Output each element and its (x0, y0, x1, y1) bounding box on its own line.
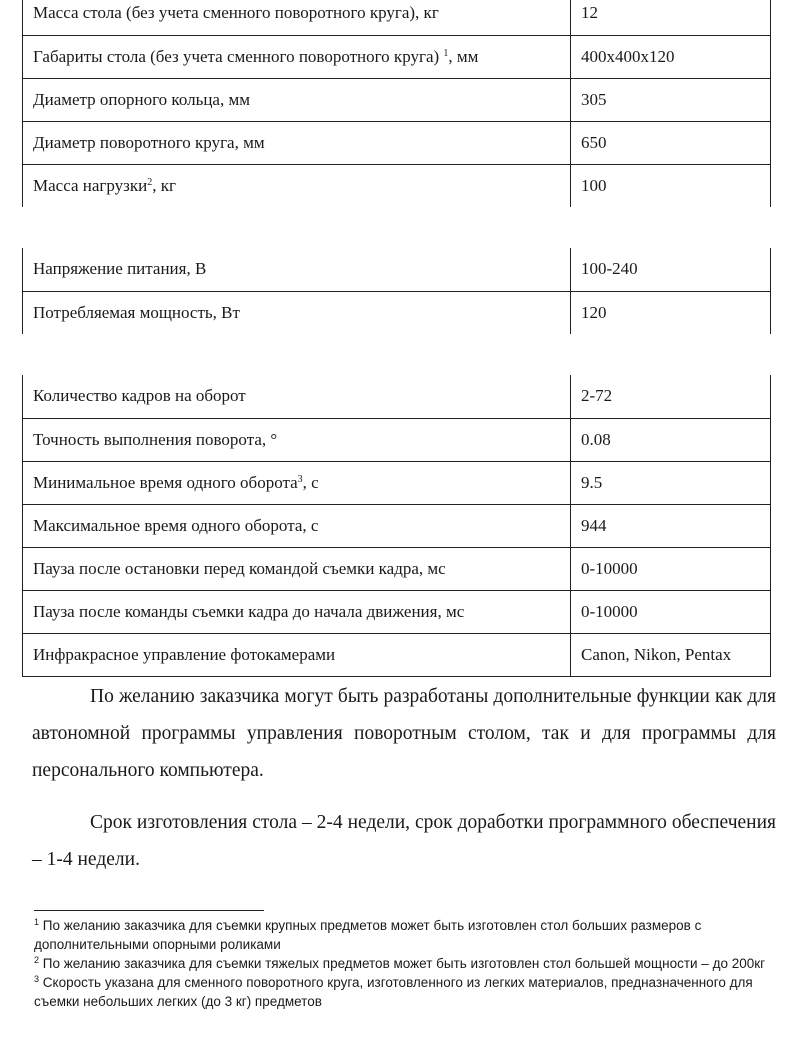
table-row (23, 547, 771, 590)
footnote-ref: 1 (443, 47, 449, 59)
spec-value: 12 (571, 0, 771, 35)
specs-table-control (22, 375, 771, 677)
spec-label: Напряжение питания, В (23, 248, 571, 291)
spec-value: 305 (571, 78, 771, 121)
spec-value: 0-10000 (571, 590, 771, 633)
spec-label: Пауза после остановки перед командой съемки кадра, мс (23, 547, 571, 590)
footnote-number: 2 (34, 955, 40, 965)
spec-label: Максимальное время одного оборота, с (23, 504, 571, 547)
body-paragraph: По желанию заказчика могут быть разработаны дополнительные функции как для автономной программы управления поворотным столом, так и для программы для персонального компьютера. (32, 686, 776, 781)
footnote-ref: 2 (147, 176, 153, 188)
spec-label: Минимальное время одного оборота$^3$, с (23, 461, 571, 504)
footnote-separator (34, 910, 264, 911)
table-row (23, 504, 771, 547)
specs-table-power (22, 248, 771, 334)
spec-value: 944 (571, 504, 771, 547)
body-paragraph: Срок изготовления стола – 2-4 недели, срок доработки программного обеспечения – 1-4 недели. (32, 812, 776, 870)
spec-value: 0.08 (571, 418, 771, 461)
spec-label: Диаметр опорного кольца, мм (23, 78, 571, 121)
footnote-ref: 3 (297, 473, 303, 485)
table-row (23, 248, 771, 291)
footnote: $^3$ Скорость указана для сменного поворотного круга, изготовленного из легких материалов, предназначенного для съемки небольших легких (до 3 кг) предметов (34, 974, 753, 1009)
footnotes (34, 916, 774, 1011)
footnote-number: 3 (34, 974, 40, 984)
table-row (23, 461, 771, 504)
spec-value: Canon, Nikon, Pentax (571, 633, 771, 676)
table-row (23, 164, 771, 207)
spec-value: 0-10000 (571, 547, 771, 590)
specs-table-dimensions (22, 0, 771, 207)
spec-label: Инфракрасное управление фотокамерами (23, 633, 571, 676)
footnote-number: 1 (34, 917, 40, 927)
footnote: $^2$ По желанию заказчика для съемки тяжелых предметов может быть изготовлен стол большей мощности – до 200кг (34, 955, 766, 971)
table-row (23, 633, 771, 676)
table-row (23, 375, 771, 418)
table-row (23, 78, 771, 121)
spec-label: Пауза после команды съемки кадра до начала движения, мс (23, 590, 571, 633)
spec-value: 2-72 (571, 375, 771, 418)
spec-value: 9.5 (571, 461, 771, 504)
spec-value: 100 (571, 164, 771, 207)
footnote: $^1$ По желанию заказчика для съемки крупных предметов может быть изготовлен стол больших размеров с дополнительными опорными роликами (34, 917, 702, 952)
spec-value: 400x400x120 (571, 35, 771, 78)
spec-label: Потребляемая мощность, Вт (23, 291, 571, 334)
table-row (23, 35, 771, 78)
spec-label: Точность выполнения поворота, ° (23, 418, 571, 461)
spec-value: 120 (571, 291, 771, 334)
table-row (23, 0, 771, 35)
table-row (23, 291, 771, 334)
spec-label: Габариты стола (без учета сменного поворотного круга) $^1$, мм (23, 35, 571, 78)
table-row (23, 121, 771, 164)
spec-label: Масса стола (без учета сменного поворотного круга), кг (23, 0, 571, 35)
spec-value: 100-240 (571, 248, 771, 291)
spec-label: Количество кадров на оборот (23, 375, 571, 418)
table-row (23, 590, 771, 633)
spec-label: Диаметр поворотного круга, мм (23, 121, 571, 164)
spec-label: Масса нагрузки$^2$, кг (23, 164, 571, 207)
spec-value: 650 (571, 121, 771, 164)
table-row (23, 418, 771, 461)
